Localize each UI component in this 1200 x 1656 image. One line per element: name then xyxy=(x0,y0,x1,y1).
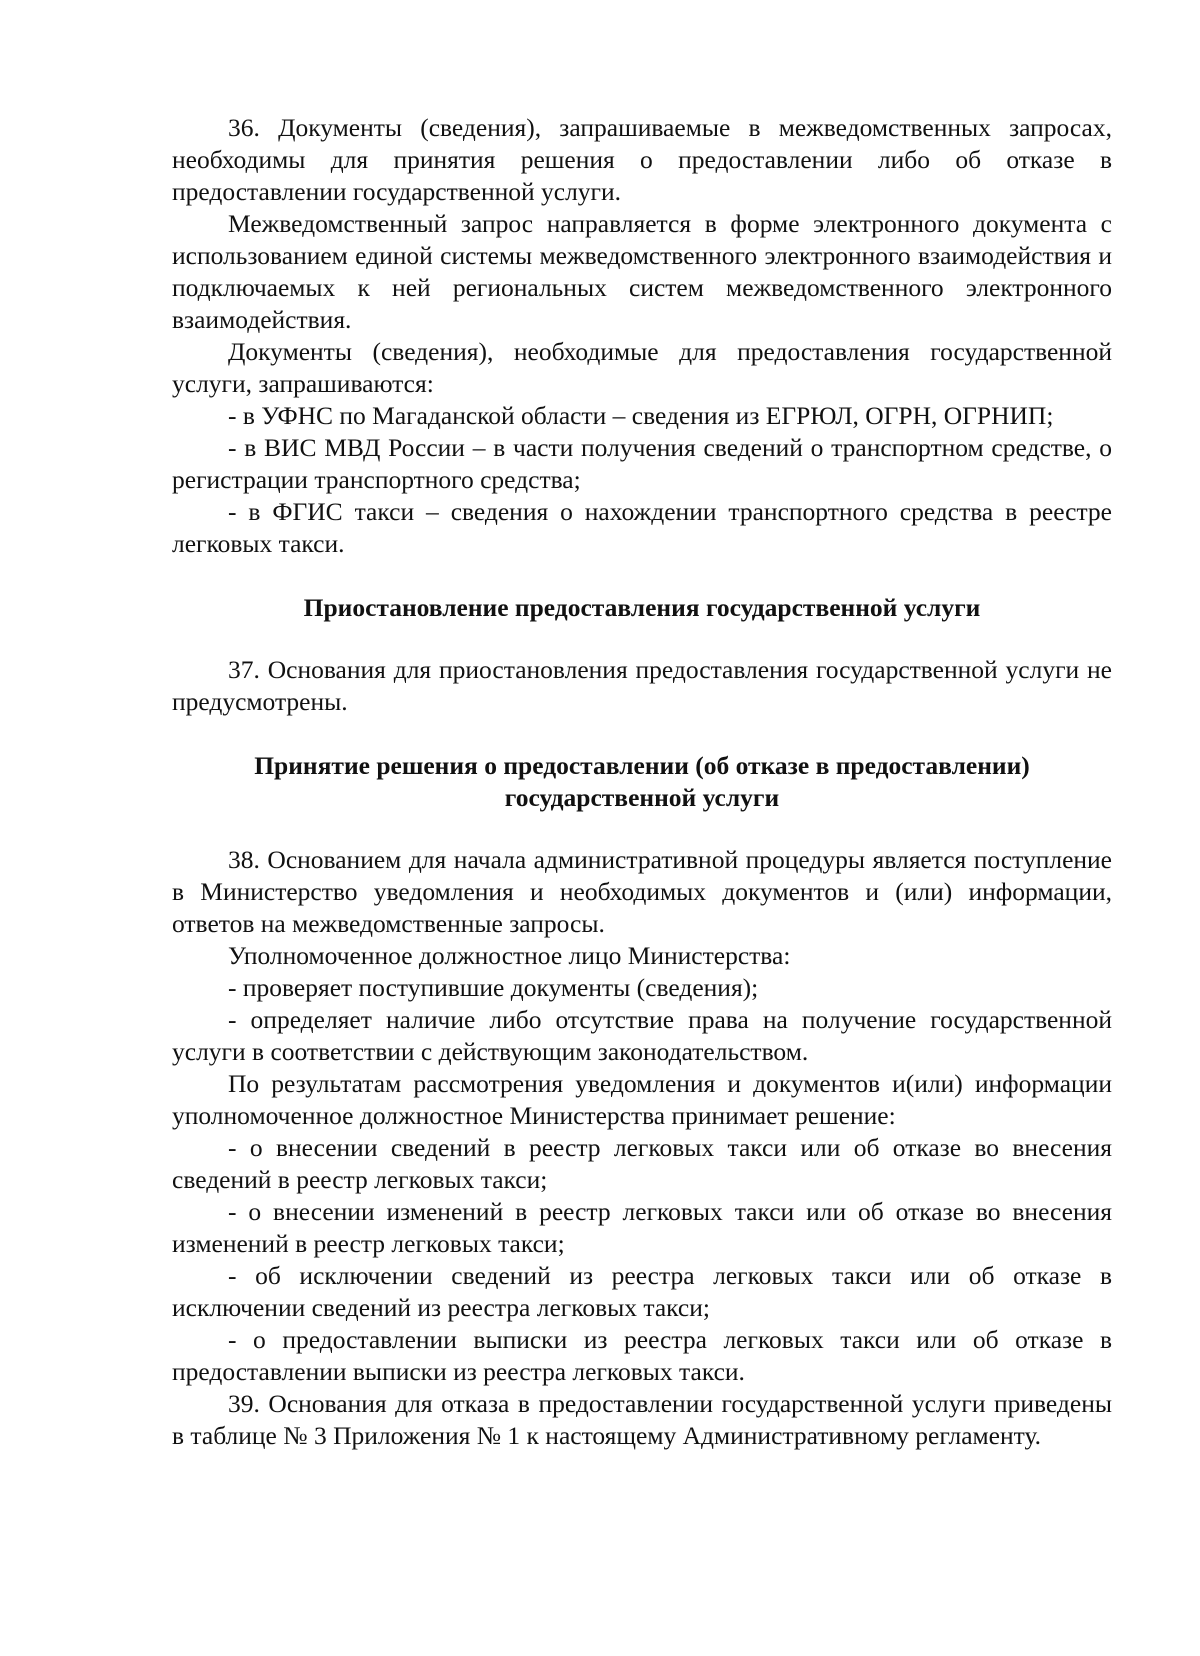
list-item-exclusion-registry: - об исключении сведений из реестра легковых такси или об отказе в исключении сведений из реестра легковых такси; xyxy=(172,1261,1112,1322)
paragraph-interagency-request: Межведомственный запрос направляется в форме электронного документа с использованием единой системы межведомственного электронного взаимодействия и подключаемых к ней региональных систем межведомственного электронного взаимодействия. xyxy=(172,209,1112,334)
paragraph-authorized-official: Уполномоченное должностное лицо Министерства: xyxy=(228,941,791,970)
list-item-ufns: - в УФНС по Магаданской области – сведения из ЕГРЮЛ, ОГРН, ОГРНИП; xyxy=(228,401,1054,430)
list-item-extract-registry: - о предоставлении выписки из реестра легковых такси или об отказе в предоставлении выписки из реестра легковых такси. xyxy=(172,1325,1112,1386)
paragraph-39: 39. Основания для отказа в предоставлении государственной услуги приведены в таблице № 3 Приложения № 1 к настоящему Административному регламенту. xyxy=(172,1389,1112,1450)
section-heading-decision xyxy=(172,750,1112,814)
section-heading-suspension: Приостановление предоставления государственной услуги xyxy=(303,593,981,622)
document-page xyxy=(172,112,1112,1452)
section-heading-decision-line2: государственной услуги xyxy=(504,783,780,812)
list-item-determines-right: - определяет наличие либо отсутствие права на получение государственной услуги в соответствии с действующим законодательством. xyxy=(172,1005,1112,1066)
paragraph-37: 37. Основания для приостановления предоставления государственной услуги не предусмотрены. xyxy=(172,655,1112,716)
paragraph-documents-requested: Документы (сведения), необходимые для предоставления государственной услуги, запрашиваются: xyxy=(172,337,1112,398)
paragraph-38: 38. Основанием для начала административной процедуры является поступление в Министерство уведомления и необходимых документов и (или) информации, ответов на межведомственные запросы. xyxy=(172,845,1112,938)
list-item-fgis-taxi: - в ФГИС такси – сведения о нахождении транспортного средства в реестре легковых такси. xyxy=(172,497,1112,558)
list-item-checks-documents: - проверяет поступившие документы (сведения); xyxy=(228,973,759,1002)
list-item-entry-registry: - о внесении сведений в реестр легковых такси или об отказе во внесения сведений в реестр легковых такси; xyxy=(172,1133,1112,1194)
paragraph-decision-results: По результатам рассмотрения уведомления и документов и(или) информации уполномоченное должностное Министерства принимает решение: xyxy=(172,1069,1112,1130)
section-heading-decision-line1: Принятие решения о предоставлении (об отказе в предоставлении) xyxy=(254,751,1030,780)
paragraph-36: 36. Документы (сведения), запрашиваемые в межведомственных запросах, необходимы для принятия решения о предоставлении либо об отказе в предоставлении государственной услуги. xyxy=(172,113,1112,206)
list-item-vis-mvd: - в ВИС МВД России – в части получения сведений о транспортном средстве, о регистрации транспортного средства; xyxy=(172,433,1112,494)
list-item-changes-registry: - о внесении изменений в реестр легковых такси или об отказе во внесения изменений в реестр легковых такси; xyxy=(172,1197,1112,1258)
